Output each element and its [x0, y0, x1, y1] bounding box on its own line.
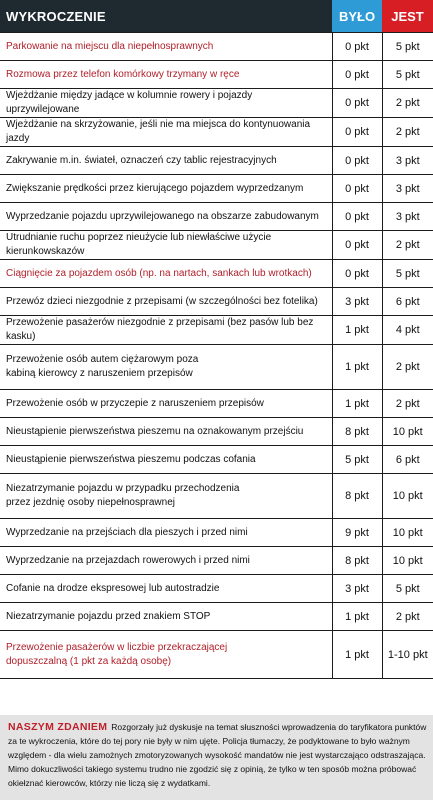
- table-row: [0, 631, 433, 679]
- table-body: [0, 33, 433, 679]
- offense-cell: Przewożenie pasażerów w liczbie przekraczającej dopuszczalną (1 pkt za każdą osobę): [0, 631, 332, 679]
- table-row: [0, 345, 433, 390]
- commentary-text: Rozgorzały już dyskusje na temat słuszności wprowadzenia do taryfikatora punktów za te wykroczenia, które do tej pory nie były w nim ujęte. Policja tłumaczy, że podyktowane to było ważnym względem - dla wielu zamożnych zmotoryzowanych wysokość mandatów nie jest wystarczająco odstraszająca. Mimo dokuczliwości takiego systemu trudno nie zgodzić się z opinią, że tylko w ten sposób można próbować okiełznać kierowców, którzy nie liczą się z wydatkami.: [8, 722, 427, 788]
- now-points-cell: 2 pkt: [382, 231, 433, 260]
- was-points-cell: 1 pkt: [332, 603, 382, 631]
- table-row: [0, 61, 433, 89]
- table-row: [0, 519, 433, 547]
- offense-cell: Przewożenie osób autem ciężarowym poza kabiną kierowcy z naruszeniem przepisów: [0, 345, 332, 390]
- was-points-cell: 0 pkt: [332, 33, 382, 61]
- was-points-cell: 1 pkt: [332, 345, 382, 390]
- now-points-cell: 5 pkt: [382, 33, 433, 61]
- offense-cell: Wyprzedzanie pojazdu uprzywilejowanego na obszarze zabudowanym: [0, 203, 332, 231]
- offense-cell: Ciągnięcie za pojazdem osób (np. na nartach, sankach lub wrotkach): [0, 260, 332, 288]
- table-row: [0, 203, 433, 231]
- table-row: [0, 474, 433, 519]
- offense-cell: Parkowanie na miejscu dla niepełnosprawnych: [0, 33, 332, 61]
- was-points-cell: 0 pkt: [332, 89, 382, 118]
- offense-cell: Niezatrzymanie pojazdu przed znakiem STOP: [0, 603, 332, 631]
- now-points-cell: 5 pkt: [382, 575, 433, 603]
- header-was: BYŁO: [332, 0, 382, 33]
- offense-cell: Rozmowa przez telefon komórkowy trzymany w ręce: [0, 61, 332, 89]
- offense-cell: Nieustąpienie pierwszeństwa pieszemu podczas cofania: [0, 446, 332, 474]
- table-row: [0, 147, 433, 175]
- table-row: [0, 390, 433, 418]
- now-points-cell: 10 pkt: [382, 474, 433, 519]
- was-points-cell: 1 pkt: [332, 631, 382, 679]
- was-points-cell: 0 pkt: [332, 231, 382, 260]
- offense-cell: Wjeżdżanie między jadące w kolumnie rowery i pojazdy uprzywilejowane: [0, 89, 332, 118]
- was-points-cell: 0 pkt: [332, 260, 382, 288]
- was-points-cell: 0 pkt: [332, 203, 382, 231]
- now-points-cell: 2 pkt: [382, 345, 433, 390]
- table-header-row: [0, 0, 433, 33]
- table-row: [0, 118, 433, 147]
- was-points-cell: 0 pkt: [332, 61, 382, 89]
- now-points-cell: 10 pkt: [382, 547, 433, 575]
- was-points-cell: 1 pkt: [332, 390, 382, 418]
- now-points-cell: 3 pkt: [382, 175, 433, 203]
- header-offense: WYKROCZENIE: [0, 0, 332, 33]
- was-points-cell: 3 pkt: [332, 288, 382, 316]
- table-row: [0, 446, 433, 474]
- table-row: [0, 33, 433, 61]
- offense-cell: Utrudnianie ruchu poprzez nieużycie lub niewłaściwe użycie kierunkowskazów: [0, 231, 332, 260]
- now-points-cell: 5 pkt: [382, 260, 433, 288]
- was-points-cell: 0 pkt: [332, 147, 382, 175]
- table-row: [0, 231, 433, 260]
- now-points-cell: 2 pkt: [382, 89, 433, 118]
- offense-cell: Zakrywanie m.in. świateł, oznaczeń czy tablic rejestracyjnych: [0, 147, 332, 175]
- offense-cell: Wyprzedzanie na przejściach dla pieszych i przed nimi: [0, 519, 332, 547]
- was-points-cell: 5 pkt: [332, 446, 382, 474]
- now-points-cell: 1-10 pkt: [382, 631, 433, 679]
- table-row: [0, 547, 433, 575]
- table-row: [0, 316, 433, 345]
- now-points-cell: 4 pkt: [382, 316, 433, 345]
- offense-cell: Zwiększanie prędkości przez kierującego pojazdem wyprzedzanym: [0, 175, 332, 203]
- table-row: [0, 260, 433, 288]
- now-points-cell: 6 pkt: [382, 446, 433, 474]
- now-points-cell: 10 pkt: [382, 519, 433, 547]
- offense-cell: Wyprzedzanie na przejazdach rowerowych i przed nimi: [0, 547, 332, 575]
- table-row: [0, 418, 433, 446]
- was-points-cell: 8 pkt: [332, 547, 382, 575]
- table-row: [0, 89, 433, 118]
- offense-cell: Przewożenie osób w przyczepie z naruszeniem przepisów: [0, 390, 332, 418]
- now-points-cell: 5 pkt: [382, 61, 433, 89]
- offense-cell: Wjeżdżanie na skrzyżowanie, jeśli nie ma miejsca do kontynuowania jazdy: [0, 118, 332, 147]
- was-points-cell: 1 pkt: [332, 316, 382, 345]
- offense-cell: Niezatrzymanie pojazdu w przypadku przechodzenia przez jezdnię osoby niepełnosprawnej: [0, 474, 332, 519]
- now-points-cell: 2 pkt: [382, 118, 433, 147]
- now-points-cell: 10 pkt: [382, 418, 433, 446]
- table-row: [0, 175, 433, 203]
- now-points-cell: 3 pkt: [382, 203, 433, 231]
- offense-cell: Przewóz dzieci niezgodnie z przepisami (w szczególności bez fotelika): [0, 288, 332, 316]
- table-row: [0, 603, 433, 631]
- now-points-cell: 6 pkt: [382, 288, 433, 316]
- table-row: [0, 288, 433, 316]
- offense-cell: Przewożenie pasażerów niezgodnie z przepisami (bez pasów lub bez kasku): [0, 316, 332, 345]
- was-points-cell: 3 pkt: [332, 575, 382, 603]
- was-points-cell: 8 pkt: [332, 474, 382, 519]
- was-points-cell: 0 pkt: [332, 175, 382, 203]
- was-points-cell: 8 pkt: [332, 418, 382, 446]
- commentary-heading: NASZYM ZDANIEM: [8, 721, 108, 733]
- was-points-cell: 9 pkt: [332, 519, 382, 547]
- now-points-cell: 3 pkt: [382, 147, 433, 175]
- was-points-cell: 0 pkt: [332, 118, 382, 147]
- offense-cell: Nieustąpienie pierwszeństwa pieszemu na oznakowanym przejściu: [0, 418, 332, 446]
- commentary-box: [0, 715, 433, 800]
- table-row: [0, 575, 433, 603]
- now-points-cell: 2 pkt: [382, 390, 433, 418]
- now-points-cell: 2 pkt: [382, 603, 433, 631]
- header-now: JEST: [382, 0, 433, 33]
- offense-cell: Cofanie na drodze ekspresowej lub autostradzie: [0, 575, 332, 603]
